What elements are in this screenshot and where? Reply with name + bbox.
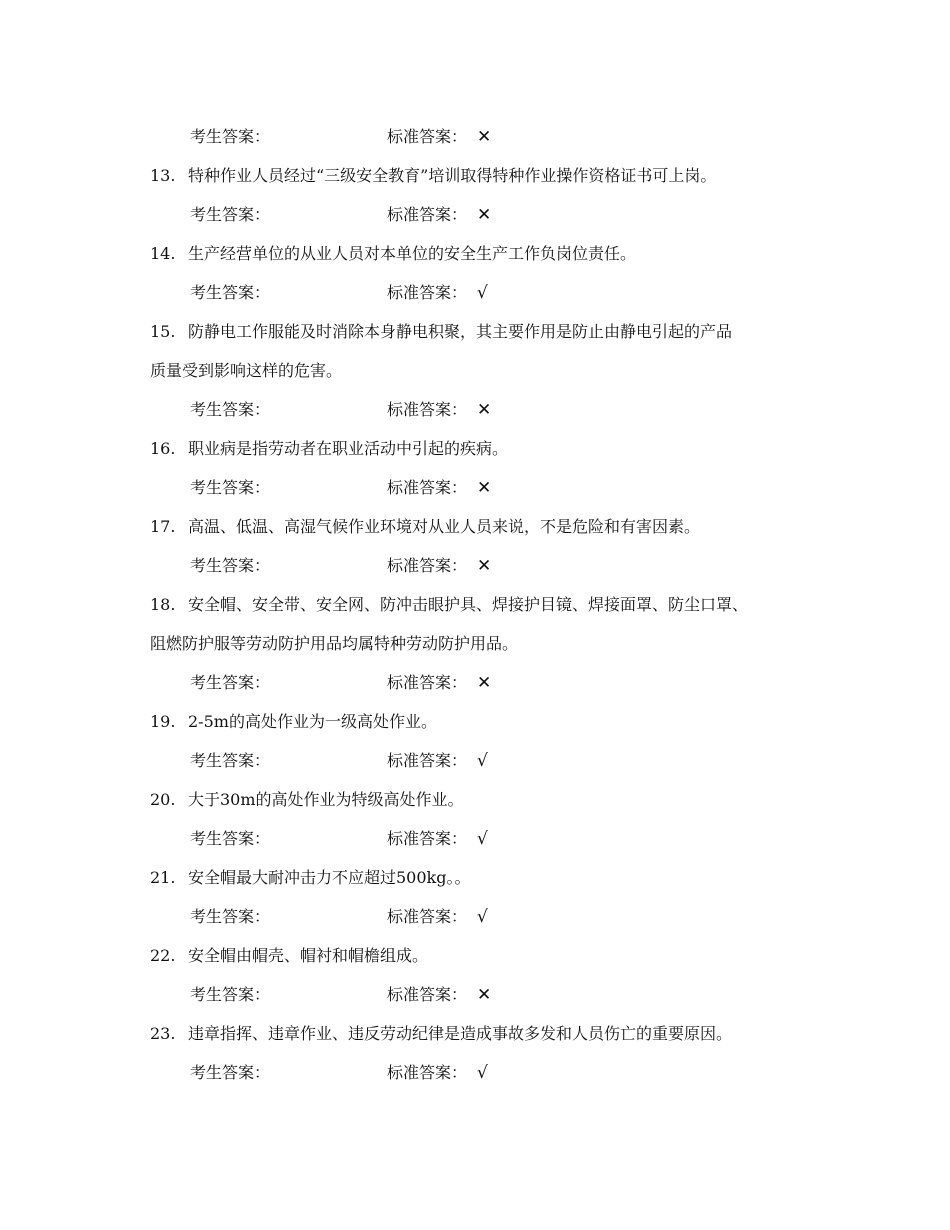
standard-answer-mark: ✕: [477, 478, 492, 498]
question-line: [150, 1017, 810, 1056]
answer-row: [150, 822, 810, 861]
examinee-answer-label: 考生答案：: [190, 985, 271, 1004]
question-text: 大于30m的高处作业为特级高处作业。: [188, 790, 464, 809]
question-line: [150, 939, 810, 978]
question-number: 16.: [150, 439, 176, 458]
question-number: 17.: [150, 517, 176, 536]
question-line: [150, 159, 810, 198]
answer-row: [150, 549, 810, 588]
standard-answer-label: [387, 120, 491, 154]
answer-row: [150, 666, 810, 705]
answer-row: [150, 900, 810, 939]
answer-row: [150, 198, 810, 237]
standard-answer-mark: ✕: [477, 127, 492, 147]
standard-answer-text: 标准答案：: [387, 1063, 468, 1082]
standard-answer-mark: ✕: [477, 400, 492, 420]
standard-answer-mark: √: [477, 829, 488, 849]
answer-row: [150, 471, 810, 510]
standard-answer-text: 标准答案：: [387, 907, 468, 926]
examinee-answer-label: 考生答案：: [190, 829, 271, 848]
question-list: [150, 120, 810, 1095]
standard-answer-text: 标准答案：: [387, 205, 468, 224]
question-number: 19.: [150, 712, 176, 731]
standard-answer-label: [387, 744, 488, 778]
question-line: [150, 705, 810, 744]
question-text: 防静电工作服能及时消除本身静电积聚，其主要作用是防止由静电引起的产品: [188, 322, 733, 341]
standard-answer-label: [387, 666, 491, 700]
standard-answer-text: 标准答案：: [387, 283, 468, 302]
standard-answer-label: [387, 1056, 488, 1090]
question-continuation-line: [150, 354, 810, 393]
question-line: [150, 432, 810, 471]
examinee-answer-label: 考生答案：: [190, 400, 271, 419]
question-continuation-line: [150, 627, 810, 666]
question-number: 15.: [150, 322, 176, 341]
standard-answer-mark: ✕: [477, 673, 492, 693]
standard-answer-text: 标准答案：: [387, 127, 468, 146]
question-text: 职业病是指劳动者在职业活动中引起的疾病。: [188, 439, 509, 458]
examinee-answer-label: 考生答案：: [190, 205, 271, 224]
answer-row: [150, 1056, 810, 1095]
standard-answer-mark: √: [477, 1063, 488, 1083]
standard-answer-mark: ✕: [477, 556, 492, 576]
standard-answer-mark: √: [477, 907, 488, 927]
examinee-answer-label: 考生答案：: [190, 478, 271, 497]
examinee-answer-label: 考生答案：: [190, 127, 271, 146]
question-line: [150, 588, 810, 627]
question-number: 20.: [150, 790, 176, 809]
examinee-answer-label: 考生答案：: [190, 283, 271, 302]
standard-answer-label: [387, 822, 488, 856]
standard-answer-label: [387, 978, 491, 1012]
standard-answer-mark: ✕: [477, 205, 492, 225]
question-line: [150, 315, 810, 354]
standard-answer-mark: ✕: [477, 985, 492, 1005]
question-line: [150, 237, 810, 276]
answer-row: [150, 393, 810, 432]
question-text: 2-5m的高处作业为一级高处作业。: [188, 712, 437, 731]
question-line: [150, 510, 810, 549]
question-number: 22.: [150, 946, 176, 965]
question-text: 特种作业人员经过“三级安全教育”培训取得特种作业操作资格证书可上岗。: [188, 166, 717, 185]
standard-answer-text: 标准答案：: [387, 478, 468, 497]
examinee-answer-label: 考生答案：: [190, 1063, 271, 1082]
standard-answer-text: 标准答案：: [387, 829, 468, 848]
question-text: 违章指挥、违章作业、违反劳动纪律是造成事故多发和人员伤亡的重要原因。: [188, 1024, 733, 1043]
question-text: 安全帽、安全带、安全网、防冲击眼护具、焊接护目镜、焊接面罩、防尘口罩、: [188, 595, 749, 614]
answer-row: [150, 276, 810, 315]
question-text: 阻燃防护服等劳动防护用品均属特种劳动防护用品。: [150, 634, 519, 653]
question-number: 18.: [150, 595, 176, 614]
standard-answer-text: 标准答案：: [387, 400, 468, 419]
standard-answer-label: [387, 471, 491, 505]
standard-answer-mark: √: [477, 283, 488, 303]
question-number: 23.: [150, 1024, 176, 1043]
standard-answer-label: [387, 549, 491, 583]
question-line: [150, 861, 810, 900]
answer-row: [150, 120, 810, 159]
examinee-answer-label: 考生答案：: [190, 673, 271, 692]
standard-answer-text: 标准答案：: [387, 556, 468, 575]
question-text: 质量受到影响这样的危害。: [150, 361, 343, 380]
standard-answer-mark: √: [477, 751, 488, 771]
question-number: 21.: [150, 868, 176, 887]
standard-answer-text: 标准答案：: [387, 751, 468, 770]
question-text: 安全帽由帽壳、帽衬和帽檐组成。: [188, 946, 429, 965]
examinee-answer-label: 考生答案：: [190, 907, 271, 926]
standard-answer-label: [387, 900, 488, 934]
answer-row: [150, 744, 810, 783]
examinee-answer-label: 考生答案：: [190, 751, 271, 770]
standard-answer-text: 标准答案：: [387, 985, 468, 1004]
question-text: 安全帽最大耐冲击力不应超过500kg。。: [188, 868, 471, 887]
standard-answer-label: [387, 393, 491, 427]
standard-answer-label: [387, 198, 491, 232]
question-text: 高温、低温、高湿气候作业环境对从业人员来说，不是危险和有害因素。: [188, 517, 701, 536]
standard-answer-text: 标准答案：: [387, 673, 468, 692]
question-line: [150, 783, 810, 822]
examinee-answer-label: 考生答案：: [190, 556, 271, 575]
question-number: 14.: [150, 244, 176, 263]
question-number: 13.: [150, 166, 176, 185]
question-text: 生产经营单位的从业人员对本单位的安全生产工作负岗位责任。: [188, 244, 637, 263]
answer-row: [150, 978, 810, 1017]
standard-answer-label: [387, 276, 488, 310]
